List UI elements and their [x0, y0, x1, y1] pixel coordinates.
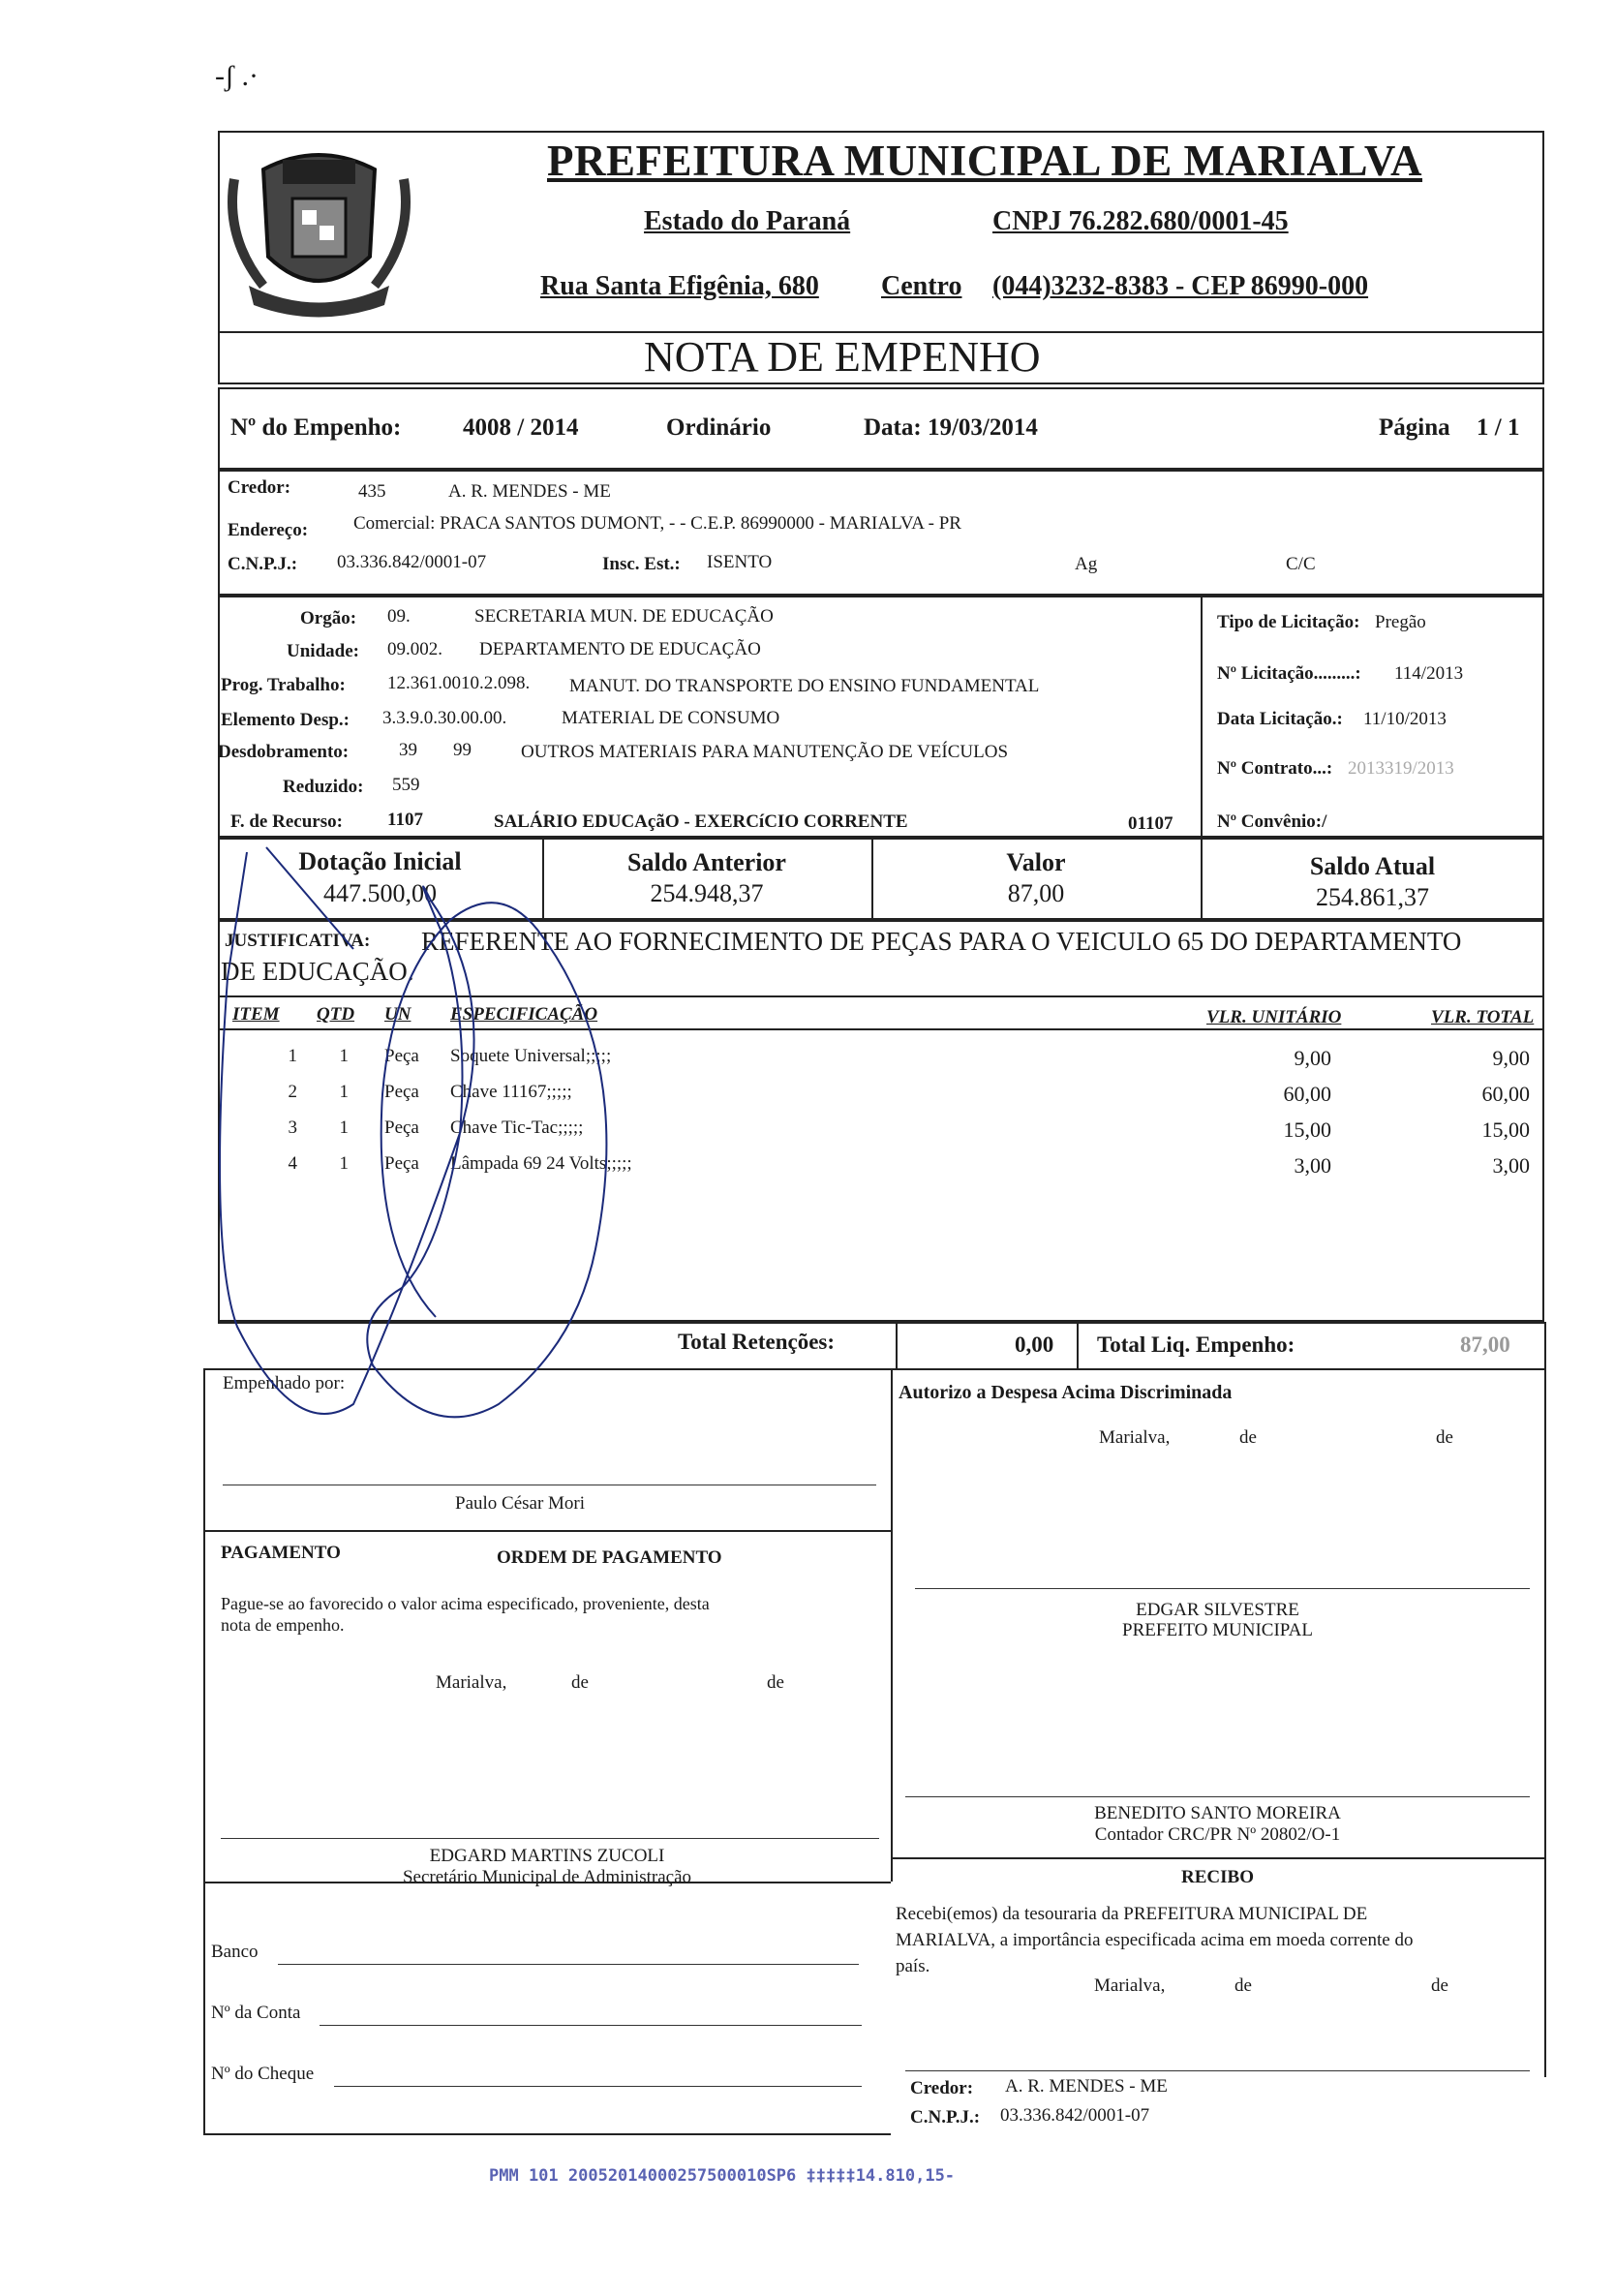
retencoes-sep-2 — [1077, 1322, 1079, 1368]
autorizo-de-1: de — [1239, 1427, 1257, 1448]
prog-code: 12.361.0010.2.098. — [387, 673, 531, 693]
retencoes-label: Total Retenções: — [678, 1330, 836, 1354]
item-total: 60,00 — [1481, 1082, 1530, 1106]
item-un: Peça — [384, 1117, 419, 1138]
insc-value: ISENTO — [707, 552, 773, 572]
phone-cep-header: (044)3232-8383 - CEP 86990-000 — [992, 271, 1369, 301]
credor-code: 435 — [358, 481, 386, 502]
autorizo-de-2: de — [1436, 1427, 1453, 1448]
secretario-title: Secretário Municipal de Administração — [402, 1867, 692, 1887]
valor-label: Valor — [1006, 848, 1066, 876]
item-item: 4 — [288, 1153, 297, 1174]
cnpj-header: CNPJ 76.282.680/0001-45 — [992, 206, 1289, 236]
saldo-anterior-value: 254.948,37 — [650, 879, 764, 907]
cc-label: C/C — [1286, 554, 1316, 574]
empenho-type: Ordinário — [666, 414, 772, 441]
item-spec: Lâmpada 69 24 Volts;;;;; — [450, 1153, 632, 1174]
item-un: Peça — [384, 1046, 419, 1066]
item-unit: 9,00 — [1294, 1046, 1331, 1070]
prefeito-title: PREFEITO MUNICIPAL — [1122, 1620, 1313, 1640]
credor-address: Comercial: PRACA SANTOS DUMONT, - - C.E.P. 86990000 - MARIALVA - PR — [353, 513, 961, 534]
banco-label: Banco — [211, 1942, 259, 1962]
recurso-label: F. de Recurso: — [230, 811, 343, 832]
unidade-code: 09.002. — [387, 639, 442, 659]
licitacao-divider — [1201, 596, 1203, 838]
item-total: 9,00 — [1492, 1046, 1530, 1070]
tipo-licitacao: Pregão — [1375, 612, 1426, 632]
liq-value: 87,00 — [1460, 1332, 1510, 1357]
convenio-label: Nº Convênio:/ — [1217, 811, 1327, 832]
autorizo-label: Autorizo a Despesa Acima Discriminada — [899, 1382, 1233, 1403]
col-unit: VLR. UNITÁRIO — [1206, 1007, 1342, 1027]
justificativa-line2: DE EDUCAÇÃO. — [221, 957, 414, 986]
table-row — [218, 1153, 1544, 1188]
item-item: 3 — [288, 1117, 297, 1138]
saldo-atual-value: 254.861,37 — [1316, 883, 1429, 911]
empenhado-label: Empenhado por: — [223, 1373, 346, 1393]
elem-code: 3.3.9.0.30.00.00. — [382, 708, 507, 728]
reduzido-label: Reduzido: — [283, 777, 364, 797]
signature-right-border — [1544, 1322, 1546, 2077]
pague-de-2: de — [767, 1672, 784, 1693]
prefeito-name: EDGAR SILVESTRE — [1136, 1600, 1299, 1620]
address-header: Rua Santa Efigênia, 680 — [540, 271, 819, 301]
insc-label: Insc. Est.: — [602, 554, 681, 574]
desd-name: OUTROS MATERIAIS PARA MANUTENÇÃO DE VEÍCULOS — [521, 742, 1009, 762]
pague-de-1: de — [571, 1672, 589, 1693]
recibo-line2: MARIALVA, a importância especificada acima em moeda corrente do — [896, 1930, 1414, 1950]
desd-label: Desdobramento: — [218, 742, 350, 762]
state-label: Estado do Paraná — [644, 206, 851, 236]
unidade-label: Unidade: — [287, 641, 359, 661]
item-unit: 3,00 — [1294, 1153, 1331, 1178]
saldo-atual-label: Saldo Atual — [1309, 852, 1436, 880]
credor-cnpj-label: C.N.P.J.: — [228, 554, 298, 574]
contador-title: Contador CRC/PR Nº 20802/O-1 — [1094, 1824, 1341, 1845]
item-unit: 15,00 — [1283, 1117, 1331, 1142]
table-row — [218, 1117, 1544, 1152]
prog-name: MANUT. DO TRANSPORTE DO ENSINO FUNDAMENTAL — [569, 676, 1040, 696]
reduzido-value: 559 — [392, 775, 420, 795]
signature-left-border — [203, 1368, 205, 2133]
credor-cnpj: 03.336.842/0001-07 — [337, 552, 487, 572]
recibo-credor-label: Credor: — [910, 2078, 974, 2098]
signature-bottom — [203, 2133, 891, 2135]
item-qtd: 1 — [339, 1117, 349, 1138]
recurso-code: 1107 — [387, 810, 423, 830]
licitacao-num-label: Nº Licitação.........: — [1217, 663, 1361, 684]
item-un: Peça — [384, 1153, 419, 1174]
orgao-name: SECRETARIA MUN. DE EDUCAÇÃO — [474, 606, 774, 627]
retencoes-value: 0,00 — [1015, 1332, 1054, 1357]
col-qtd: QTD — [317, 1004, 355, 1025]
cheque-label: Nº do Cheque — [211, 2064, 315, 2084]
scan-marks: -ʃ .· — [215, 60, 259, 92]
recibo-top — [891, 1857, 1544, 1859]
page-label: Página — [1379, 414, 1450, 441]
licitacao-data-label: Data Licitação.: — [1217, 709, 1343, 729]
recurso-name: SALÁRIO EDUCAçãO - EXERCíCIO CORRENTE — [494, 811, 908, 832]
item-total: 3,00 — [1492, 1153, 1530, 1178]
table-row — [218, 1082, 1544, 1117]
item-unit: 60,00 — [1283, 1082, 1331, 1106]
item-spec: Soquete Universal;;;;; — [450, 1046, 612, 1066]
pague-city: Marialva, — [436, 1672, 507, 1693]
empenho-date: Data: 19/03/2014 — [864, 414, 1038, 441]
conta-line — [320, 2025, 862, 2026]
ag-label: Ag — [1075, 554, 1098, 574]
elem-label: Elemento Desp.: — [221, 710, 350, 730]
desd-code: 39 — [399, 740, 417, 760]
recurso-code2: 01107 — [1128, 813, 1173, 834]
item-un: Peça — [384, 1082, 419, 1102]
recibo-cnpj-label: C.N.P.J.: — [910, 2107, 981, 2128]
item-item: 1 — [288, 1046, 297, 1066]
col-total: VLR. TOTAL — [1431, 1007, 1535, 1027]
table-row — [218, 1046, 1544, 1081]
item-qtd: 1 — [339, 1046, 349, 1066]
item-qtd: 1 — [339, 1082, 349, 1102]
prefeito-signature-line — [915, 1588, 1530, 1589]
recibo-line3: país. — [896, 1956, 930, 1976]
contador-name: BENEDITO SANTO MOREIRA — [1094, 1803, 1341, 1823]
signature-top — [203, 1368, 1544, 1370]
autorizo-city: Marialva, — [1099, 1427, 1171, 1448]
document-title: NOTA DE EMPENHO — [644, 333, 1041, 381]
secretario-name: EDGARD MARTINS ZUCOLI — [429, 1846, 665, 1866]
recibo-credor: A. R. MENDES - ME — [1005, 2076, 1168, 2097]
retencoes-sep-1 — [896, 1322, 898, 1368]
orgao-label: Orgão: — [300, 608, 357, 628]
empenho-number: 4008 / 2014 — [463, 414, 579, 441]
contador-signature-line — [905, 1796, 1530, 1797]
desd-code2: 99 — [453, 740, 472, 760]
recibo-de-2: de — [1431, 1975, 1448, 1996]
pague-line1: Pague-se ao favorecido o valor acima especificado, proveniente, desta — [221, 1594, 710, 1613]
item-spec: Chave Tic-Tac;;;;; — [450, 1117, 584, 1138]
page-number: 1 / 1 — [1477, 414, 1520, 441]
banco-line — [278, 1964, 859, 1965]
cheque-line — [334, 2086, 862, 2087]
dotacao-value: 447.500,00 — [323, 879, 437, 907]
prog-label: Prog. Trabalho: — [221, 675, 346, 695]
licitacao-num: 114/2013 — [1394, 663, 1464, 684]
address-label: Endereço: — [228, 520, 309, 540]
retencoes-top — [218, 1322, 1544, 1324]
secretario-signature-line — [221, 1838, 879, 1839]
contrato-label: Nº Contrato...: — [1217, 758, 1333, 779]
item-spec: Chave 11167;;;;; — [450, 1082, 572, 1102]
coat-of-arms-logo — [225, 140, 413, 324]
recibo-title: RECIBO — [1181, 1867, 1254, 1887]
licitacao-data: 11/10/2013 — [1363, 709, 1447, 729]
pagamento-top — [203, 1530, 891, 1532]
saldo-anterior-label: Saldo Anterior — [627, 848, 786, 876]
item-total: 15,00 — [1481, 1117, 1530, 1142]
recibo-de-1: de — [1234, 1975, 1252, 1996]
item-qtd: 1 — [339, 1153, 349, 1174]
elem-name: MATERIAL DE CONSUMO — [562, 708, 780, 728]
recibo-line1: Recebi(emos) da tesouraria da PREFEITURA MUNICIPAL DE — [896, 1904, 1368, 1924]
paulo-name: Paulo César Mori — [455, 1493, 586, 1514]
justificativa-line1: REFERENTE AO FORNECIMENTO DE PEÇAS PARA O VEICULO 65 DO DEPARTAMENTO — [421, 927, 1462, 956]
ordem-label: ORDEM DE PAGAMENTO — [497, 1547, 722, 1568]
credor-name: A. R. MENDES - ME — [448, 481, 611, 502]
recibo-cnpj: 03.336.842/0001-07 — [1000, 2105, 1150, 2126]
banco-top — [203, 1882, 891, 1883]
conta-label: Nº da Conta — [211, 2003, 301, 2023]
justificativa-label: JUSTIFICATIVA: — [225, 931, 371, 951]
district-header: Centro — [881, 271, 962, 301]
credor-signature-line — [905, 2070, 1530, 2071]
items-header-divider — [218, 1028, 1544, 1030]
pagamento-label: PAGAMENTO — [221, 1543, 341, 1563]
page-title: PREFEITURA MUNICIPAL DE MARIALVA — [547, 137, 1423, 185]
liq-label: Total Liq. Empenho: — [1097, 1332, 1295, 1357]
justificativa-divider — [218, 995, 1544, 997]
orgao-code: 09. — [387, 606, 411, 627]
col-item: ITEM — [232, 1004, 280, 1025]
dotacao-label: Dotação Inicial — [298, 847, 462, 875]
footer-code: PMM 101 20052014000257500010SP6 ‡‡‡‡‡14.810,15- — [489, 2166, 956, 2186]
pague-line2: nota de empenho. — [221, 1615, 345, 1635]
col-un: UN — [384, 1004, 411, 1025]
unidade-name: DEPARTAMENTO DE EDUCAÇÃO — [479, 639, 761, 659]
empenho-label: Nº do Empenho: — [230, 414, 402, 441]
col-spec: ESPECIFICAÇÃO — [450, 1004, 598, 1025]
recibo-city: Marialva, — [1094, 1975, 1166, 1996]
credor-label: Credor: — [228, 477, 291, 498]
contrato-value: 2013319/2013 — [1348, 758, 1454, 779]
tipo-licitacao-label: Tipo de Licitação: — [1217, 612, 1360, 632]
item-item: 2 — [288, 1082, 297, 1102]
valor-value: 87,00 — [1007, 879, 1065, 907]
